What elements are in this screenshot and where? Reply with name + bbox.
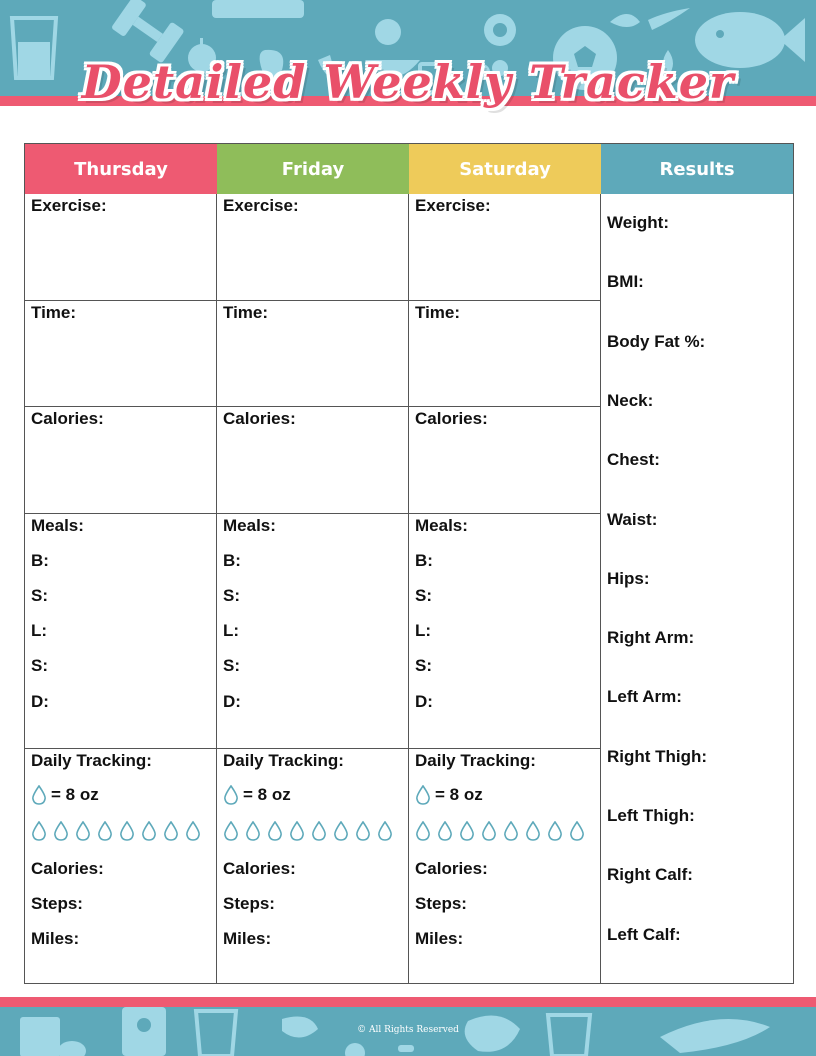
snack-label: S:	[223, 656, 240, 675]
snack-label: S:	[223, 586, 240, 605]
steps-label: Steps:	[223, 894, 275, 913]
water-drop-icon	[75, 821, 91, 841]
result-label-left-thigh: Left Thigh:	[607, 806, 695, 825]
water-drop-checkbox[interactable]	[311, 821, 327, 841]
water-drop-icon	[267, 821, 283, 841]
header-thursday: Thursday	[25, 144, 217, 194]
page-title: Detailed Weekly Tracker	[81, 55, 735, 109]
dinner-label: D:	[223, 692, 241, 711]
water-drop-checkbox[interactable]	[415, 821, 431, 841]
apple-icon	[375, 19, 401, 45]
water-drop-checkbox[interactable]	[97, 821, 113, 841]
tracker-table	[24, 143, 794, 984]
water-unit-label: = 8 oz	[51, 785, 99, 804]
water-drop-icon	[119, 821, 135, 841]
daily-tracking-cell[interactable]	[25, 749, 216, 983]
water-drop-icon	[97, 821, 113, 841]
exercise-label: Exercise:	[31, 196, 107, 215]
water-drop-icon	[185, 821, 201, 841]
water-drop-icon	[547, 821, 563, 841]
meals-label: Meals:	[415, 516, 468, 535]
lunch-label: L:	[415, 621, 432, 640]
exercise-cell[interactable]	[409, 194, 600, 301]
apple-icon	[345, 1043, 365, 1056]
tracking-calories-label: Calories:	[223, 859, 296, 878]
glass-icon	[20, 1017, 60, 1056]
dumbbell-icon	[111, 0, 185, 64]
time-label: Time:	[31, 303, 77, 322]
copyright: © All Rights Reserved	[357, 1025, 459, 1035]
column-thursday	[25, 194, 217, 983]
lunch-label: L:	[223, 621, 240, 640]
water-drop-checkbox[interactable]	[569, 821, 585, 841]
water-drop-icon	[163, 821, 179, 841]
result-label-left-arm: Left Arm:	[607, 687, 682, 707]
water-drop-icon	[459, 821, 475, 841]
column-saturday	[409, 194, 601, 983]
water-drop-icon	[525, 821, 541, 841]
result-label-bmi: BMI:	[607, 272, 644, 292]
water-drop-checkbox[interactable]	[141, 821, 157, 841]
water-drop-checkbox[interactable]	[245, 821, 261, 841]
miles-label: Miles:	[415, 929, 464, 948]
tracking-calories-label: Calories:	[31, 859, 104, 878]
result-label-right-arm: Right Arm:	[607, 628, 695, 648]
meals-cell[interactable]	[409, 514, 600, 749]
water-drop-icon	[415, 821, 431, 841]
water-drop-checkbox[interactable]	[53, 821, 69, 841]
miles-label: Miles:	[31, 929, 80, 948]
water-drop-checkbox[interactable]	[185, 821, 201, 841]
water-drop-checkbox[interactable]	[547, 821, 563, 841]
results-column	[601, 194, 793, 983]
water-drop-icon	[31, 785, 47, 805]
water-drops-row	[223, 821, 393, 841]
strawberry-icon	[58, 1041, 86, 1056]
water-unit-legend	[31, 785, 99, 805]
water-drop-checkbox[interactable]	[223, 821, 239, 841]
header-saturday: Saturday	[409, 144, 601, 194]
exercise-cell[interactable]	[217, 194, 408, 301]
breakfast-label: B:	[415, 551, 433, 570]
water-drop-icon	[223, 785, 239, 805]
water-drop-checkbox[interactable]	[267, 821, 283, 841]
water-drop-icon	[569, 821, 585, 841]
water-drop-icon	[31, 821, 47, 841]
water-unit-legend	[415, 785, 483, 805]
water-drop-icon	[311, 821, 327, 841]
water-drop-checkbox[interactable]	[163, 821, 179, 841]
daily-tracking-cell[interactable]	[409, 749, 600, 983]
tracking-calories-label: Calories:	[415, 859, 488, 878]
daily-tracking-label: Daily Tracking:	[31, 751, 152, 770]
result-label-hips: Hips:	[607, 568, 650, 588]
water-drop-checkbox[interactable]	[377, 821, 393, 841]
header-friday: Friday	[217, 144, 409, 194]
water-drop-checkbox[interactable]	[333, 821, 349, 841]
breakfast-label: B:	[31, 551, 49, 570]
water-unit-label: = 8 oz	[243, 785, 291, 804]
snack-label: S:	[31, 586, 48, 605]
miles-label: Miles:	[223, 929, 272, 948]
meals-cell[interactable]	[25, 514, 216, 749]
scale-icon	[212, 0, 304, 18]
pill-icon	[398, 1045, 414, 1052]
time-cell[interactable]	[217, 301, 408, 407]
water-drop-icon	[415, 785, 431, 805]
water-drops-row	[31, 821, 201, 841]
meals-label: Meals:	[223, 516, 276, 535]
result-label-neck: Neck:	[607, 390, 654, 410]
water-glass-icon	[548, 1015, 590, 1056]
calories-cell[interactable]	[25, 407, 216, 514]
water-drop-icon	[245, 821, 261, 841]
time-cell[interactable]	[409, 301, 600, 407]
dinner-label: D:	[415, 692, 433, 711]
egg-icon	[484, 14, 516, 46]
water-drop-icon	[53, 821, 69, 841]
daily-tracking-label: Daily Tracking:	[223, 751, 344, 770]
result-label-right-thigh: Right Thigh:	[607, 746, 708, 766]
column-friday	[217, 194, 409, 983]
calories-label: Calories:	[415, 409, 488, 428]
calories-cell[interactable]	[217, 407, 408, 514]
water-drop-checkbox[interactable]	[289, 821, 305, 841]
exercise-label: Exercise:	[223, 196, 299, 215]
snack-label: S:	[31, 656, 48, 675]
water-drop-icon	[223, 821, 239, 841]
water-drop-icon	[481, 821, 497, 841]
result-label-waist: Waist:	[607, 509, 658, 529]
water-unit-legend	[223, 785, 291, 805]
result-label-left-calf: Left Calf:	[607, 924, 681, 944]
daily-tracking-label: Daily Tracking:	[415, 751, 536, 770]
lunch-label: L:	[31, 621, 48, 640]
water-drop-checkbox[interactable]	[31, 821, 47, 841]
time-label: Time:	[415, 303, 461, 322]
steps-label: Steps:	[415, 894, 467, 913]
water-drop-checkbox[interactable]	[459, 821, 475, 841]
water-drop-icon	[141, 821, 157, 841]
water-drop-icon	[355, 821, 371, 841]
daily-tracking-cell[interactable]	[217, 749, 408, 983]
water-drop-checkbox[interactable]	[437, 821, 453, 841]
result-label-chest: Chest:	[607, 450, 660, 470]
water-drop-checkbox[interactable]	[355, 821, 371, 841]
result-label-body-fat: Body Fat %:	[607, 331, 706, 351]
water-drop-icon	[503, 821, 519, 841]
water-drop-icon	[289, 821, 305, 841]
water-drops-row	[415, 821, 585, 841]
calories-label: Calories:	[223, 409, 296, 428]
exercise-label: Exercise:	[415, 196, 491, 215]
meals-cell[interactable]	[217, 514, 408, 749]
water-drop-checkbox[interactable]	[119, 821, 135, 841]
breakfast-label: B:	[223, 551, 241, 570]
water-drop-checkbox[interactable]	[75, 821, 91, 841]
calories-label: Calories:	[31, 409, 104, 428]
water-drop-checkbox[interactable]	[503, 821, 519, 841]
snack-label: S:	[415, 586, 432, 605]
result-label-weight: Weight:	[607, 213, 670, 232]
water-drop-checkbox[interactable]	[481, 821, 497, 841]
result-label-right-calf: Right Calf:	[607, 865, 693, 885]
exercise-cell[interactable]	[25, 194, 216, 301]
water-unit-label: = 8 oz	[435, 785, 483, 804]
snack-label: S:	[415, 656, 432, 675]
calories-cell[interactable]	[409, 407, 600, 514]
leaf-icon	[610, 14, 640, 27]
water-drop-checkbox[interactable]	[525, 821, 541, 841]
steps-label: Steps:	[31, 894, 83, 913]
water-drop-icon	[437, 821, 453, 841]
time-cell[interactable]	[25, 301, 216, 407]
dinner-label: D:	[31, 692, 49, 711]
time-label: Time:	[223, 303, 269, 322]
footer-stripe	[0, 997, 816, 1007]
header-results: Results	[601, 144, 793, 194]
water-drop-icon	[377, 821, 393, 841]
meals-label: Meals:	[31, 516, 84, 535]
water-drop-icon	[333, 821, 349, 841]
